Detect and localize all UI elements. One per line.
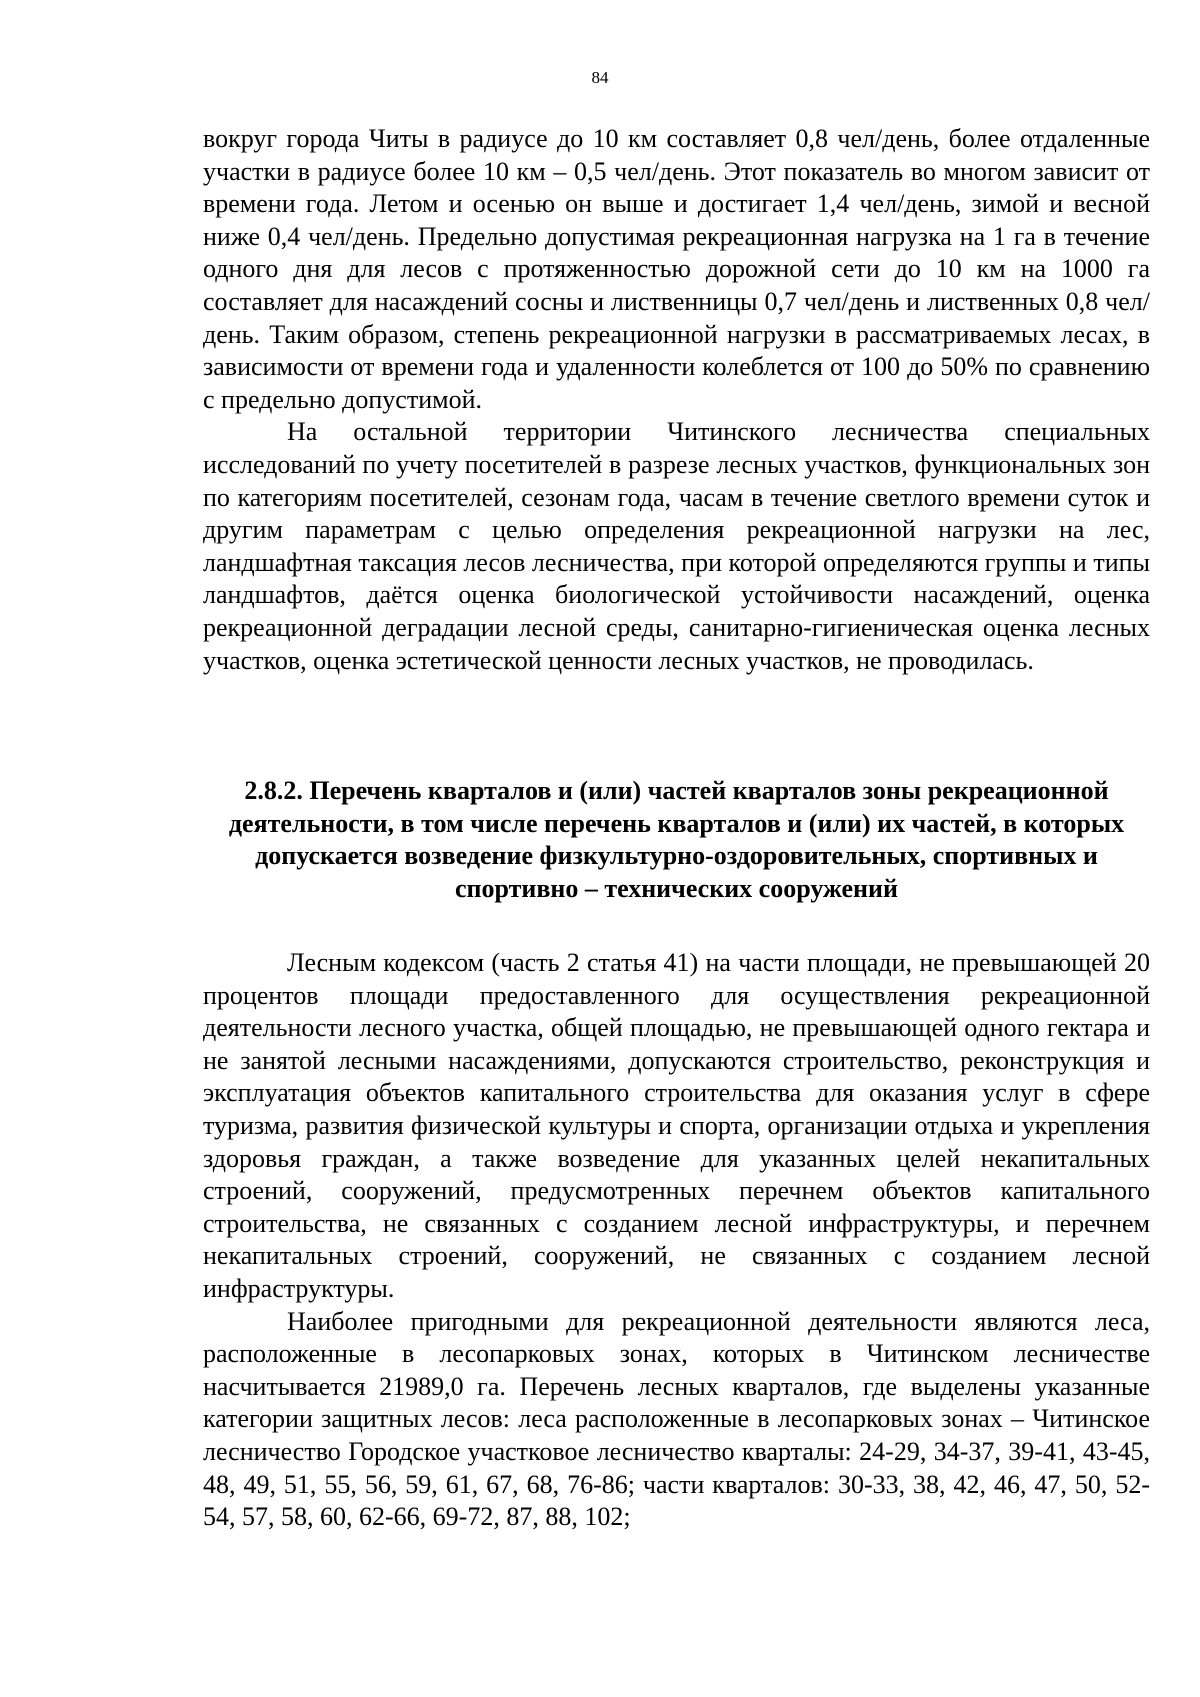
section-recreation-zone — [203, 947, 1150, 1534]
paragraph: Лесным кодексом (часть 2 статья 41) на части площади, не превышающей 20 процентов площади предоставленного для осуществления рекреационной деятельности лесного участка, общей площадью, не превышающей одного гектара и не занятой лесными насаждениями, допускаются строительство, реконструкция и эксплуатация объектов капитального строительства для оказания услуг в сфере туризма, развития физической культуры и спорта, организации отдыха и укрепления здоровья граждан, а также возведение для указанных целей некапитальных строений, сооружений, предусмотренных перечнем объектов капитального строительства, не связанных с созданием лесной инфраструктуры, и перечнем некапитальных строений, сооружений, не связанных с созданием лесной инфраструктуры. — [203, 948, 1150, 1303]
page-number: 84 — [591, 68, 609, 87]
paragraph: вокруг города Читы в радиусе до 10 км составляет 0,8 чел/день, более отдаленные участки в радиусе более 10 км – 0,5 чел/день. Этот показатель во многом зависит от времени года. Летом и осенью он выше и достигает 1,4 чел/день, зимой и весной ниже 0,4 чел/день. Предельно допустимая рекреационная нагрузка на 1 га в течение одного дня для лесов с протяженностью дорожной сети до 10 км на 1000 га составляет для насаждений сосны и лиственницы 0,7 чел/день и лиственных 0,8 чел/день. Таким образом, степень рекреационной нагрузки в рассматриваемых лесах, в зависимости от времени года и удаленности колеблется от 100 до 50% по сравнению с предельно допустимой. — [203, 124, 1150, 414]
paragraph: На остальной территории Читинского лесничества специальных исследований по учету посетителей в разрезе лесных участков, функциональных зон по категориям посетителей, сезонам года, часам в течение светлого времени суток и другим параметрам с целью определения рекреационной нагрузки на лес, ландшафтная таксация лесов лесничества, при которой определяются группы и типы ландшафтов, даётся оценка биологической устойчивости насаждений, оценка рекреационной деградации лесной среды, санитарно-гигиеническая оценка лесных участков, оценка эстетической ценности лесных участков, не проводилась. — [203, 417, 1150, 675]
paragraph: Наиболее пригодными для рекреационной деятельности являются леса, расположенные в лесопарковых зонах, которых в Читинском лесничестве насчитывается 21989,0 га. Перечень лесных кварталов, где выделены указанные категории защитных лесов: леса расположенные в лесопарковых зонах – Читинское лесничество Городское участковое лесничество кварталы: 24-29, 34-37, 39-41, 43-45, 48, 49, 51, 55, 56, 59, 61, 67, 68, 76-86; части кварталов: 30-33, 38, 42, 46, 47, 50, 52-54, 57, 58, 60, 62-66, 69-72, 87, 88, 102; — [203, 1306, 1150, 1532]
section-recreation-load — [203, 123, 1150, 677]
section-heading: 2.8.2. Перечень кварталов и (или) частей кварталов зоны рекреационной деятельности, в том числе перечень кварталов и (или) их частей, в которых допускается возведение физкультурно-оздоровительных, спортивных и спортивно – технических сооружений — [228, 776, 1125, 903]
